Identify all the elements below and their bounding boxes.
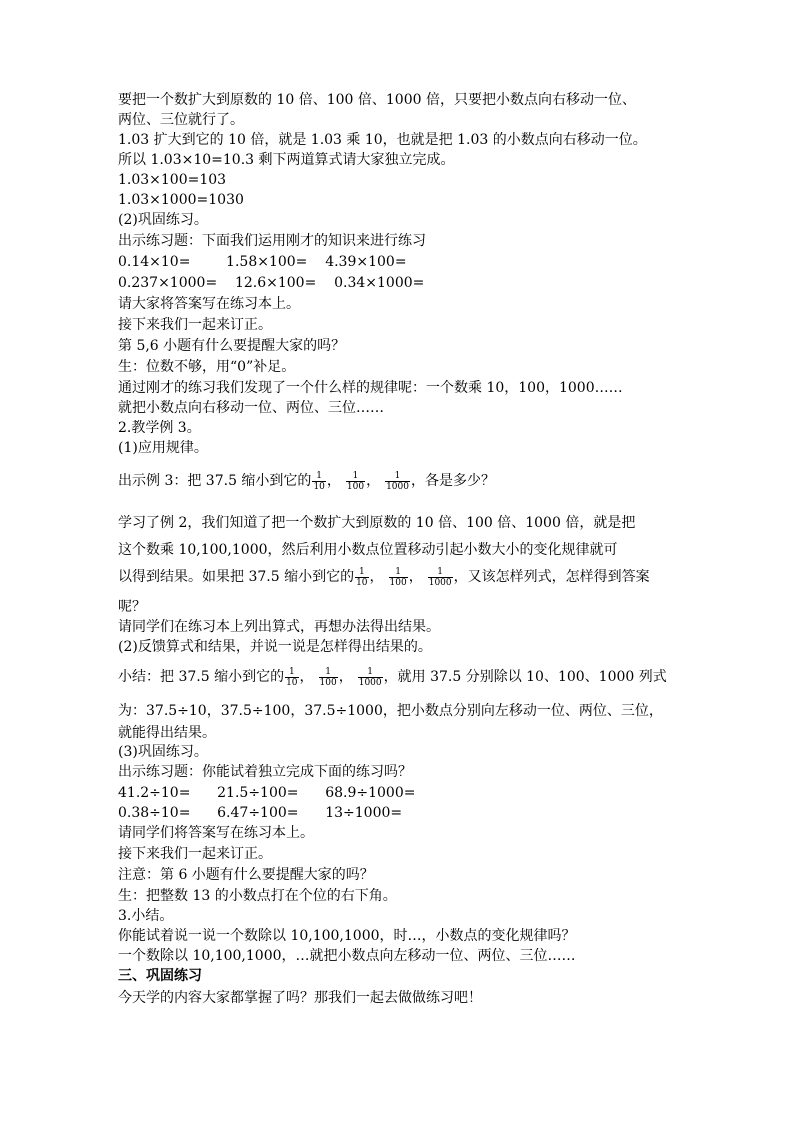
exercise-row: 0.38÷10= 6.47÷100= 13÷1000=: [118, 805, 403, 821]
text-line: 注意：第 6 小题有什么要提醒大家的吗？: [118, 867, 374, 883]
text-line: 请同学们在练习本上列出算式，再想办法得出结果。: [118, 619, 440, 635]
fraction: $\frac{1}{100}$: [319, 666, 337, 688]
example-3-prefix: 出示例 3：把 37.5 缩小到它的: [118, 473, 312, 489]
text-line: 出示练习题：你能试着独立完成下面的练习吗？: [118, 764, 412, 780]
exercise-row: 0.237×1000= 12.6×100= 0.34×1000=: [118, 275, 425, 291]
text-line: 请大家将答案写在练习本上。: [118, 296, 300, 312]
text-line: 要把一个数扩大到原数的 10 倍、100 倍、1000 倍，只要把小数点向右移动一位、: [118, 92, 636, 108]
exercise-row: 41.2÷10= 21.5÷100= 68.9÷1000=: [118, 785, 416, 801]
text-line: (2)巩固练习。: [118, 212, 208, 228]
example-3-line: 出示例 3：把 37.5 缩小到它的 $\frac{1}{10}$ ， $\frac{1}{100}$ ， $\frac{1}{1000}$ ，各是多少？: [118, 470, 495, 492]
fraction: $\frac{1}{1000}$: [358, 666, 382, 688]
text-line: 生：把整数 13 的小数点打在个位的右下角。: [118, 888, 397, 904]
exercise-row: 0.14×10= 1.58×100= 4.39×100=: [118, 254, 407, 270]
fraction: $\frac{1}{1000}$: [428, 566, 452, 588]
text-line: 生：位数不够，用“0”补足。: [118, 359, 296, 375]
text-line: (2)反馈算式和结果，并说一说是怎样得出结果的。: [118, 639, 432, 655]
text-line: (1)应用规律。: [118, 440, 208, 456]
fraction: $\frac{1}{100}$: [346, 470, 365, 492]
text-line: 接下来我们一起来订正。: [118, 317, 272, 333]
text-line: 你能试着说一说一个数除以 10,100,1000，时…，小数点的变化规律吗？: [118, 928, 576, 944]
paragraph-line: 呢？: [118, 599, 146, 615]
fraction: $\frac{1}{1000}$: [386, 470, 409, 492]
fraction: $\frac{1}{10}$: [286, 666, 298, 688]
section-heading: 三、巩固练习: [118, 968, 202, 984]
text-line: 1.03 扩大到它的 10 倍，就是 1.03 乘 10，也就是把 1.03 的小数点向右移动一位。: [118, 132, 647, 148]
text-line: 所以 1.03×10=10.3 剩下两道算式请大家独立完成。: [118, 152, 455, 168]
text-line: 一个数除以 10,100,1000，…就把小数点向左移动一位、两位、三位……: [118, 948, 576, 964]
text-line: 通过刚才的练习我们发现了一个什么样的规律呢：一个数乘 10，100，1000……: [118, 380, 623, 396]
fraction: $\frac{1}{10}$: [356, 566, 368, 588]
example-3-suffix: ，各是多少？: [410, 473, 495, 489]
summary-line: 为：37.5÷10，37.5÷100，37.5÷1000，把小数点分别向左移动一位、两位、三位，: [118, 703, 663, 719]
summary-line: 小结：把 37.5 缩小到它的 $\frac{1}{10}$ ， $\frac{1}{100}$ ， $\frac{1}{1000}$ ，就用 37.5 分别除以 10、100、1000 列式: [118, 666, 667, 688]
text-line: 1.03×100=103: [118, 172, 227, 188]
fraction: $\frac{1}{100}$: [389, 566, 407, 588]
text-line: 2.教学例 3。: [118, 420, 201, 436]
text-line: 第 5,6 小题有什么要提醒大家的吗？: [118, 338, 346, 354]
text-line: 1.03×1000=1030: [118, 192, 244, 208]
text-line: 就把小数点向右移动一位、两位、三位……: [118, 400, 384, 416]
paragraph-line: 学习了例 2，我们知道了把一个数扩大到原数的 10 倍、100 倍、1000 倍，就是把: [118, 515, 636, 531]
closing-line: 今天学的内容大家都掌握了吗？那我们一起去做做练习吧！: [118, 990, 482, 1006]
text-line: 两位、三位就行了。: [118, 112, 244, 128]
text-line: 3.小结。: [118, 908, 174, 924]
text-line: 接下来我们一起来订正。: [118, 846, 272, 862]
summary-line: 就能得出结果。: [118, 725, 216, 741]
paragraph-line: 以得到结果。如果把 37.5 缩小到它的 $\frac{1}{10}$ ， $\frac{1}{100}$ ， $\frac{1}{1000}$ ，又该怎样列式，怎样得到答案: [118, 566, 650, 588]
paragraph-line: 这个数乘 10,100,1000，然后利用小数点位置移动引起小数大小的变化规律就可: [118, 542, 618, 558]
fraction: $\frac{1}{10}$: [313, 470, 325, 492]
text-line: (3)巩固练习。: [118, 744, 208, 760]
text-line: 出示练习题：下面我们运用刚才的知识来进行练习: [118, 233, 426, 249]
text-line: 请同学们将答案写在练习本上。: [118, 825, 314, 841]
